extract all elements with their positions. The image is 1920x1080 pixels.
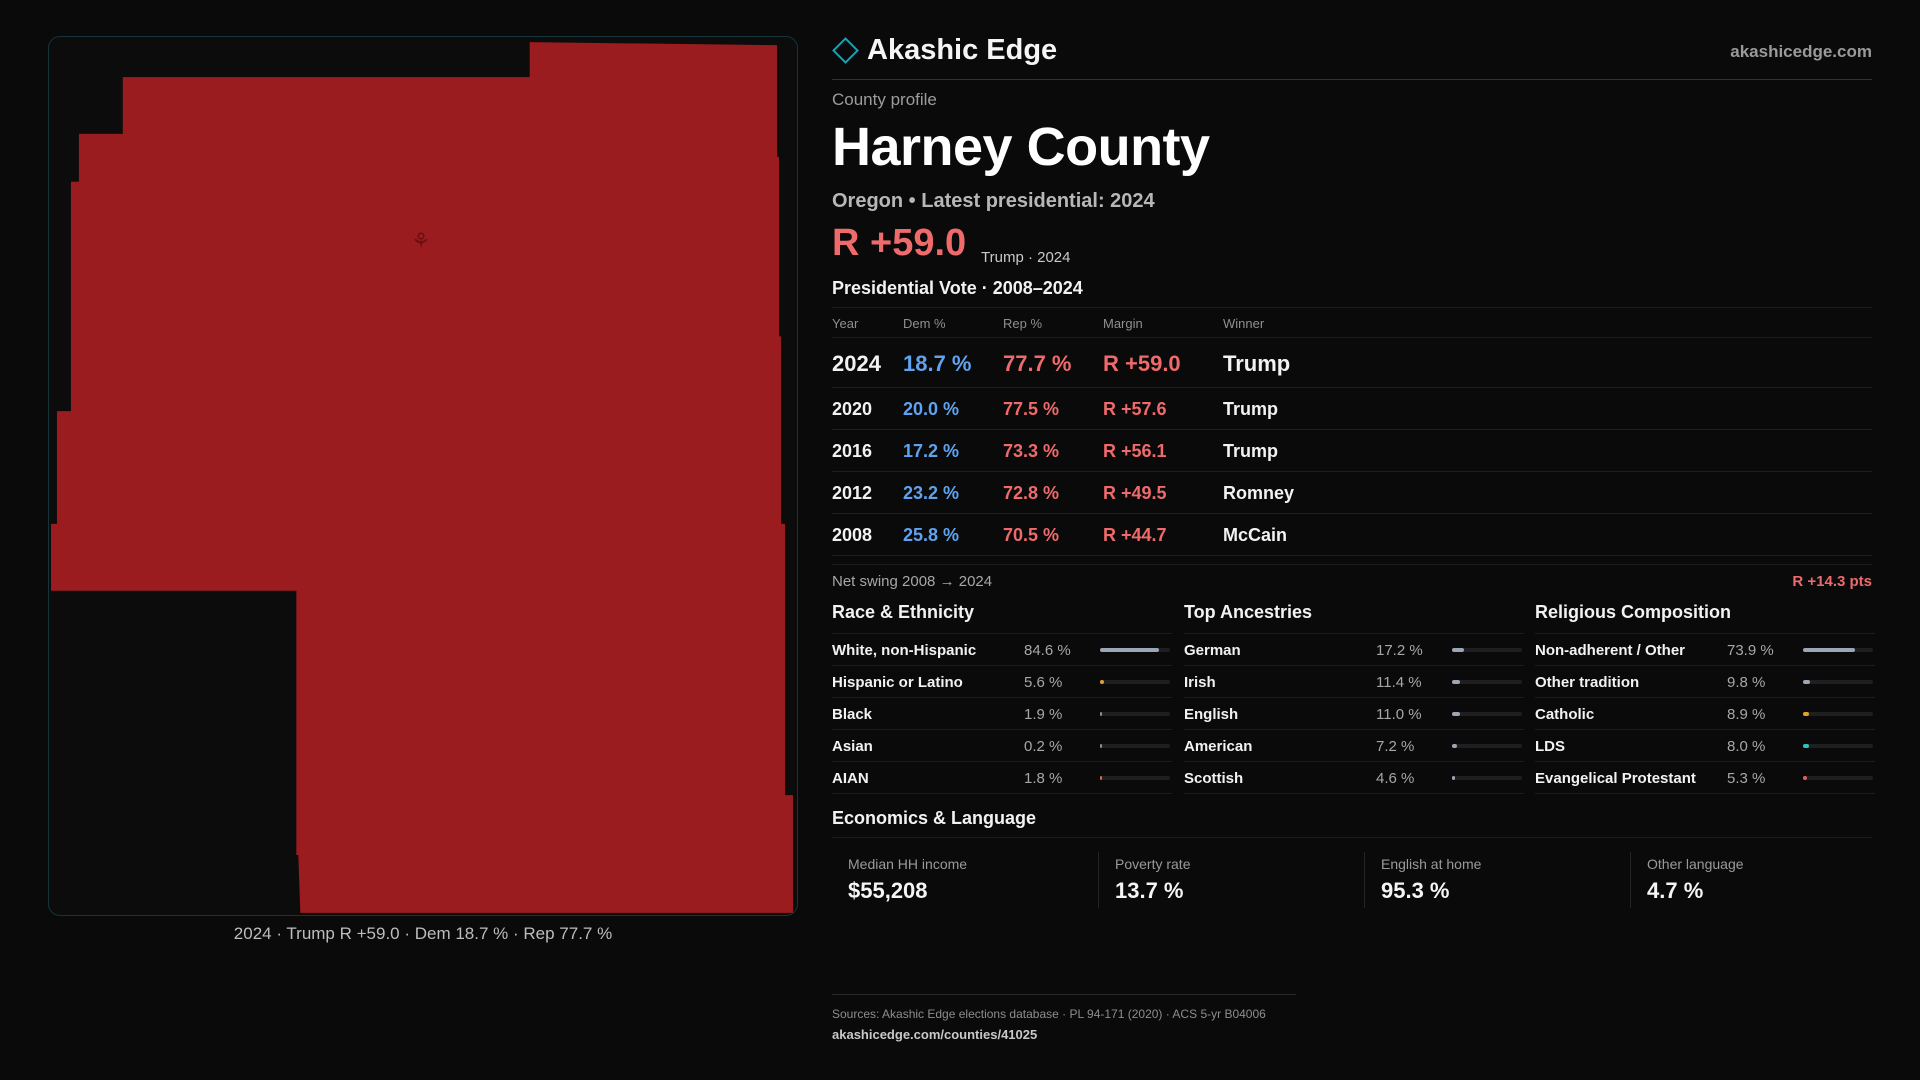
- religion-panel: [1535, 602, 1875, 794]
- table-row: [832, 388, 1872, 430]
- race-pct: 5.6 %: [1024, 674, 1063, 691]
- table-row: [832, 514, 1872, 556]
- row-dem: 18.7 %: [903, 351, 972, 376]
- header-margin: Margin: [1103, 316, 1143, 331]
- ancestry-pct: 4.6 %: [1376, 770, 1415, 787]
- row-year: 2016: [832, 441, 873, 461]
- row-winner: Romney: [1223, 483, 1295, 503]
- ancestry-label: American: [1184, 738, 1253, 755]
- county-shape: [49, 37, 797, 915]
- header-winner: Winner: [1223, 316, 1265, 331]
- county-url-link[interactable]: akashicedge.com/counties/41025: [832, 1027, 1038, 1042]
- row-margin: R +44.7: [1103, 525, 1167, 545]
- vote-table: [832, 307, 1872, 556]
- race-row: [832, 730, 1172, 762]
- row-rep: 77.7 %: [1003, 351, 1072, 376]
- ancestry-panel: [1184, 602, 1524, 794]
- econ-label: English at home: [1381, 856, 1482, 872]
- religion-bar-track: [1803, 744, 1873, 748]
- ancestry-bar-fill: [1452, 744, 1457, 748]
- econ-label: Poverty rate: [1115, 856, 1191, 872]
- ancestry-pct: 17.2 %: [1376, 642, 1423, 659]
- race-row: [832, 666, 1172, 698]
- map-caption: 2024 · Trump R +59.0 · Dem 18.7 % · Rep 77.7 %: [233, 924, 613, 943]
- row-margin: R +49.5: [1103, 483, 1167, 503]
- econ-card-other-language: [1630, 852, 1890, 908]
- ancestry-bar-track: [1452, 744, 1522, 748]
- ancestry-bar-fill: [1452, 680, 1460, 684]
- race-bar-fill: [1100, 680, 1104, 684]
- religion-label: Other tradition: [1535, 674, 1640, 691]
- brand-name: Akashic Edge: [867, 34, 1058, 66]
- race-bar-fill: [1100, 712, 1102, 716]
- row-rep: 73.3 %: [1003, 441, 1060, 461]
- economics-cards: [832, 852, 1872, 908]
- row-dem: 20.0 %: [903, 399, 960, 419]
- ancestry-label: Irish: [1184, 674, 1216, 691]
- header-dem: Dem %: [903, 316, 946, 331]
- race-pct: 0.2 %: [1024, 738, 1063, 755]
- row-margin: R +59.0: [1103, 351, 1181, 376]
- ancestry-row: [1184, 698, 1524, 730]
- page-subtitle: Oregon • Latest presidential: 2024: [832, 190, 1155, 212]
- race-panel: [832, 602, 1172, 794]
- race-bar-track: [1100, 776, 1170, 780]
- race-bar-fill: [1100, 744, 1102, 748]
- diamond-logo-icon: [832, 37, 859, 64]
- race-row: [832, 762, 1172, 794]
- net-swing: [832, 564, 1872, 594]
- ancestry-bar-fill: [1452, 712, 1460, 716]
- brand[interactable]: [832, 34, 1057, 67]
- religion-bar-fill: [1803, 712, 1809, 716]
- religion-pct: 8.0 %: [1727, 738, 1766, 755]
- county-map[interactable]: [48, 36, 798, 916]
- headline-margin-note: Trump · 2024: [981, 249, 1071, 266]
- race-label: AIAN: [832, 770, 869, 787]
- table-row: [832, 472, 1872, 514]
- row-year: 2024: [832, 351, 881, 376]
- econ-card-english: [1364, 852, 1624, 908]
- row-year: 2020: [832, 399, 873, 419]
- ancestry-row: [1184, 666, 1524, 698]
- econ-value: 4.7 %: [1647, 878, 1704, 903]
- headline-margin: R +59.0: [832, 222, 967, 264]
- econ-label: Median HH income: [848, 856, 968, 872]
- economics-title: Economics & Language: [832, 808, 1872, 838]
- religion-pct: 73.9 %: [1727, 642, 1774, 659]
- row-winner: McCain: [1223, 525, 1288, 545]
- race-bar-track: [1100, 744, 1170, 748]
- ancestry-row: [1184, 634, 1524, 666]
- religion-row: [1535, 730, 1875, 762]
- race-row: [832, 634, 1172, 666]
- net-swing-value: R +14.3 pts: [1792, 573, 1872, 590]
- ancestry-pct: 7.2 %: [1376, 738, 1415, 755]
- sources-footer: [832, 994, 1296, 1042]
- vote-table-header: [832, 307, 1872, 338]
- ancestry-bar-fill: [1452, 776, 1455, 780]
- race-pct: 1.8 %: [1024, 770, 1063, 787]
- vote-table-title: Presidential Vote · 2008–2024: [832, 278, 1083, 298]
- page-kicker: County profile: [832, 90, 937, 109]
- row-dem: 17.2 %: [903, 441, 960, 461]
- header-rep: Rep %: [1003, 316, 1043, 331]
- race-label: Black: [832, 706, 873, 723]
- ancestry-pct: 11.4 %: [1376, 674, 1422, 691]
- row-winner: Trump: [1223, 351, 1291, 376]
- religion-row: [1535, 698, 1875, 730]
- header: [832, 30, 1872, 80]
- ancestry-row: [1184, 762, 1524, 794]
- page-title: Harney County: [832, 117, 1210, 177]
- econ-value: $55,208: [848, 878, 928, 903]
- religion-pct: 5.3 %: [1727, 770, 1766, 787]
- religion-bar-track: [1803, 648, 1873, 652]
- religion-label: Catholic: [1535, 706, 1595, 723]
- race-bar-fill: [1100, 648, 1159, 652]
- religion-pct: 8.9 %: [1727, 706, 1766, 723]
- race-bar-track: [1100, 712, 1170, 716]
- econ-card-poverty: [1098, 852, 1358, 908]
- religion-label: Non-adherent / Other: [1535, 642, 1686, 659]
- header-year: Year: [832, 316, 859, 331]
- race-bar-fill: [1100, 776, 1102, 780]
- site-url-link[interactable]: akashicedge.com: [1730, 42, 1872, 61]
- row-dem: 25.8 %: [903, 525, 960, 545]
- row-rep: 70.5 %: [1003, 525, 1060, 545]
- harney-county-polygon[interactable]: [51, 42, 793, 913]
- row-year: 2008: [832, 525, 873, 545]
- religion-bar-track: [1803, 712, 1873, 716]
- religion-bar-fill: [1803, 680, 1810, 684]
- ancestry-label: Scottish: [1184, 770, 1244, 787]
- religion-row: [1535, 762, 1875, 794]
- table-row: [832, 338, 1872, 388]
- religion-label: LDS: [1535, 738, 1565, 755]
- ancestry-title: Top Ancestries: [1184, 602, 1524, 634]
- sources-text: Sources: Akashic Edge elections database · PL 94-171 (2020) · ACS 5-yr B04006: [832, 1007, 1266, 1021]
- net-swing-label: Net swing 2008 → 2024: [832, 573, 993, 590]
- econ-value: 13.7 %: [1115, 878, 1184, 903]
- race-bar-track: [1100, 680, 1170, 684]
- row-margin: R +56.1: [1103, 441, 1167, 461]
- race-pct: 84.6 %: [1024, 642, 1071, 659]
- row-rep: 77.5 %: [1003, 399, 1060, 419]
- religion-bar-fill: [1803, 776, 1807, 780]
- ancestry-bar-track: [1452, 712, 1522, 716]
- ancestry-pct: 11.0 %: [1376, 706, 1422, 723]
- row-winner: Trump: [1223, 441, 1279, 461]
- race-label: Hispanic or Latino: [832, 674, 963, 691]
- religion-label: Evangelical Protestant: [1535, 770, 1696, 787]
- map-marker-icon: ⚘: [411, 229, 431, 255]
- ancestry-bar-track: [1452, 648, 1522, 652]
- row-winner: Trump: [1223, 399, 1279, 419]
- ancestry-label: English: [1184, 706, 1239, 723]
- ancestry-bar-track: [1452, 680, 1522, 684]
- row-rep: 72.8 %: [1003, 483, 1060, 503]
- race-label: White, non-Hispanic: [832, 642, 977, 659]
- table-row: [832, 430, 1872, 472]
- religion-bar-track: [1803, 776, 1873, 780]
- ancestry-row: [1184, 730, 1524, 762]
- econ-card-income: [832, 852, 1092, 908]
- religion-bar-fill: [1803, 744, 1809, 748]
- row-margin: R +57.6: [1103, 399, 1167, 419]
- ancestry-label: German: [1184, 642, 1241, 659]
- econ-value: 95.3 %: [1381, 878, 1450, 903]
- ancestry-bar-track: [1452, 776, 1522, 780]
- ancestry-bar-fill: [1452, 648, 1464, 652]
- row-year: 2012: [832, 483, 873, 503]
- race-bar-track: [1100, 648, 1170, 652]
- row-dem: 23.2 %: [903, 483, 960, 503]
- religion-row: [1535, 666, 1875, 698]
- religion-pct: 9.8 %: [1727, 674, 1766, 691]
- race-pct: 1.9 %: [1024, 706, 1063, 723]
- race-label: Asian: [832, 738, 873, 755]
- race-row: [832, 698, 1172, 730]
- religion-bar-track: [1803, 680, 1873, 684]
- religion-title: Religious Composition: [1535, 602, 1875, 634]
- race-title: Race & Ethnicity: [832, 602, 1172, 634]
- econ-label: Other language: [1647, 856, 1744, 872]
- religion-row: [1535, 634, 1875, 666]
- religion-bar-fill: [1803, 648, 1855, 652]
